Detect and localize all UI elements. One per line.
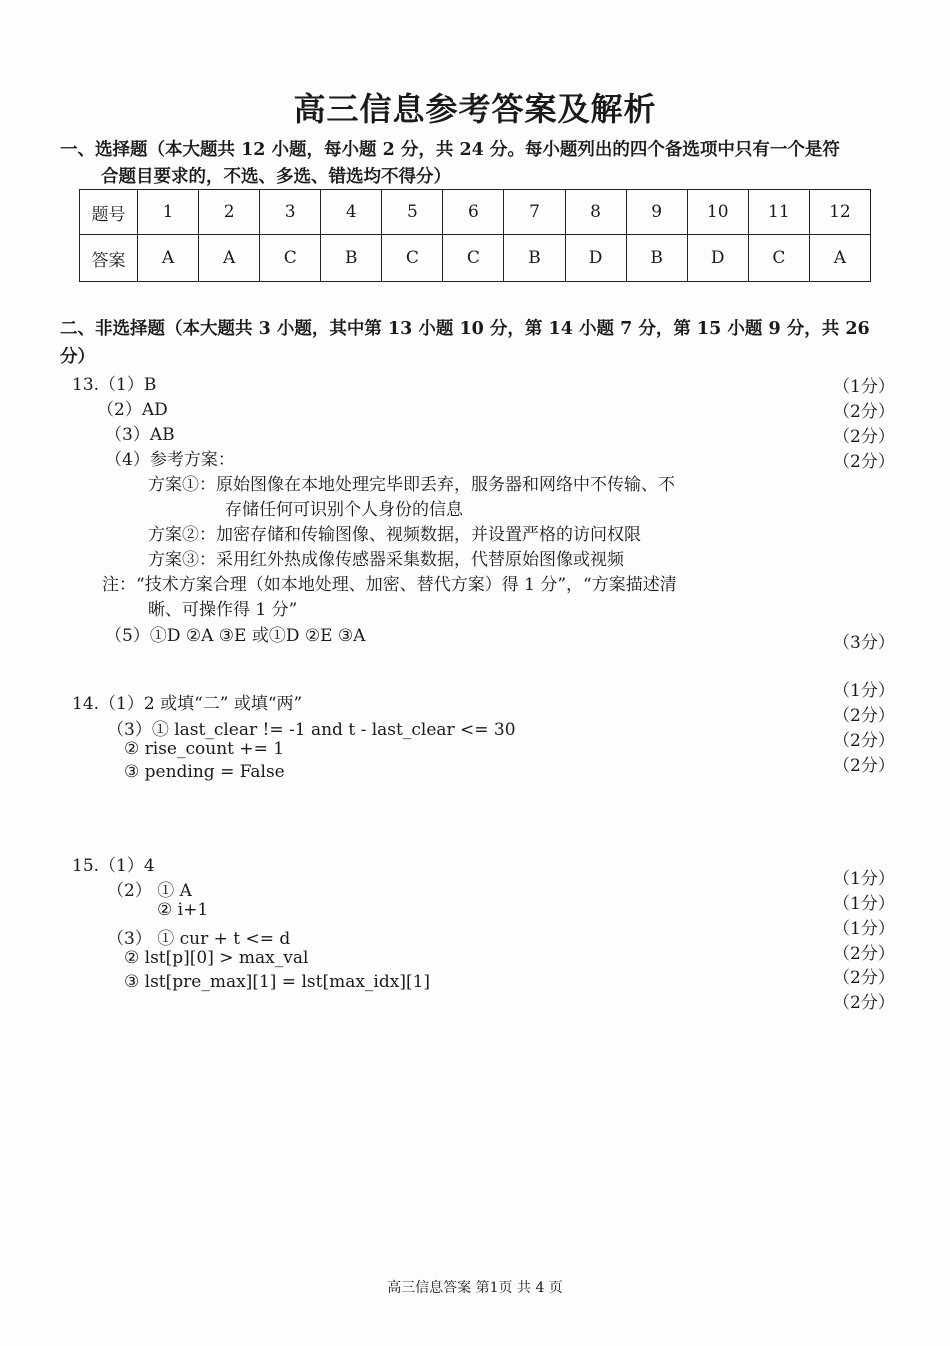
q13-part1: 13.（1）B (72, 375, 157, 395)
section1-heading-line2: 合题目要求的，不选、多选、错选均不得分） (101, 167, 451, 187)
q15-part3-3: ③ lst[pre_max][1] = lst[max_idx][1] (124, 972, 431, 992)
section1-heading-line1: 一、选择题（本大题共 12 小题，每小题 2 分，共 24 分。每小题列出的四个备选项中只有一个是符 (60, 140, 840, 160)
q14-score-4: （2分） (833, 756, 895, 776)
table-cell: B (321, 235, 382, 282)
table-cell: A (809, 235, 870, 282)
q13-score-3: （2分） (833, 427, 895, 447)
table-cell: C (748, 235, 809, 282)
table-cell: 1 (138, 190, 199, 235)
table-cell: 8 (565, 190, 626, 235)
table-cell: C (443, 235, 504, 282)
table-cell: 7 (504, 190, 565, 235)
table-cell: 3 (260, 190, 321, 235)
q15-part1: 15.（1）4 (72, 856, 155, 876)
table-cell: D (565, 235, 626, 282)
q15-score-5: （2分） (833, 968, 895, 988)
table-cell: 12 (809, 190, 870, 235)
q14-part3-3: ③ pending = False (124, 762, 285, 782)
section2-heading-line2: 分） (60, 347, 95, 367)
q15-part3-1: （3） ① cur + t <= d (107, 929, 291, 949)
q14-score-1: （1分） (833, 681, 895, 701)
table-cell: 2 (199, 190, 260, 235)
table-cell: 11 (748, 190, 809, 235)
table-cell: A (199, 235, 260, 282)
q15-part2-1: （2） ① A (107, 881, 192, 901)
table-cell: 9 (626, 190, 687, 235)
table-cell: 4 (321, 190, 382, 235)
table-cell: D (687, 235, 748, 282)
table-cell: C (260, 235, 321, 282)
q13-plan3: 方案③：采用红外热成像传感器采集数据，代替原始图像或视频 (148, 550, 624, 570)
q13-plan1: 方案①：原始图像在本地处理完毕即丢弃，服务器和网络中不传输、不 (148, 475, 675, 495)
answer-table (79, 189, 871, 282)
q14-score-2: （2分） (833, 706, 895, 726)
q13-plan2: 方案②：加密存储和传输图像、视频数据，并设置严格的访问权限 (148, 525, 641, 545)
q13-part5: （5）①D ②A ③E 或①D ②E ③A (105, 626, 366, 646)
q15-score-4: （2分） (833, 944, 895, 964)
q13-score-5: （3分） (833, 633, 895, 653)
table-cell: B (504, 235, 565, 282)
table-cell: C (382, 235, 443, 282)
q13-score-1: （1分） (833, 377, 895, 397)
table-cell: 5 (382, 190, 443, 235)
q13-note-cont: 晰、可操作得 1 分” (148, 600, 298, 620)
table-cell: 10 (687, 190, 748, 235)
q13-note: 注：“技术方案合理（如本地处理、加密、替代方案）得 1 分”，“方案描述清 (102, 575, 677, 595)
q13-plan1-cont: 存储任何可识别个人身份的信息 (225, 500, 463, 520)
q14-part1: 14.（1）2 或填“二” 或填“两” (72, 694, 303, 714)
q15-part3-2: ② lst[p][0] > max_val (124, 948, 309, 968)
q13-score-2: （2分） (833, 402, 895, 422)
page-footer: 高三信息答案 第1页 共 4 页 (387, 1280, 563, 1296)
q13-part2: （2）AD (97, 400, 168, 420)
page-title: 高三信息参考答案及解析 (293, 90, 657, 128)
q15-score-6: （2分） (833, 993, 895, 1013)
q15-score-3: （1分） (833, 919, 895, 939)
table-cell: A (138, 235, 199, 282)
row-label-number: 题号 (80, 190, 138, 235)
table-cell: 6 (443, 190, 504, 235)
answer-row (80, 235, 871, 282)
q14-score-3: （2分） (833, 731, 895, 751)
q15-part2-2: ② i+1 (157, 900, 209, 920)
q13-part4: （4）参考方案： (105, 450, 235, 470)
table-cell: B (626, 235, 687, 282)
q13-score-4: （2分） (833, 452, 895, 472)
question-number-row (80, 190, 871, 235)
q15-score-1: （1分） (833, 869, 895, 889)
row-label-answer: 答案 (80, 235, 138, 282)
q15-score-2: （1分） (833, 894, 895, 914)
section2-heading-line1: 二、非选择题（本大题共 3 小题，其中第 13 小题 10 分，第 14 小题 7 分，第 15 小题 9 分，共 26 (60, 319, 870, 339)
q13-part3: （3）AB (105, 425, 175, 445)
q14-part3-2: ② rise_count += 1 (124, 739, 285, 759)
q14-part3-1: （3）① last_clear != -1 and t - last_clear <= 30 (107, 720, 516, 740)
